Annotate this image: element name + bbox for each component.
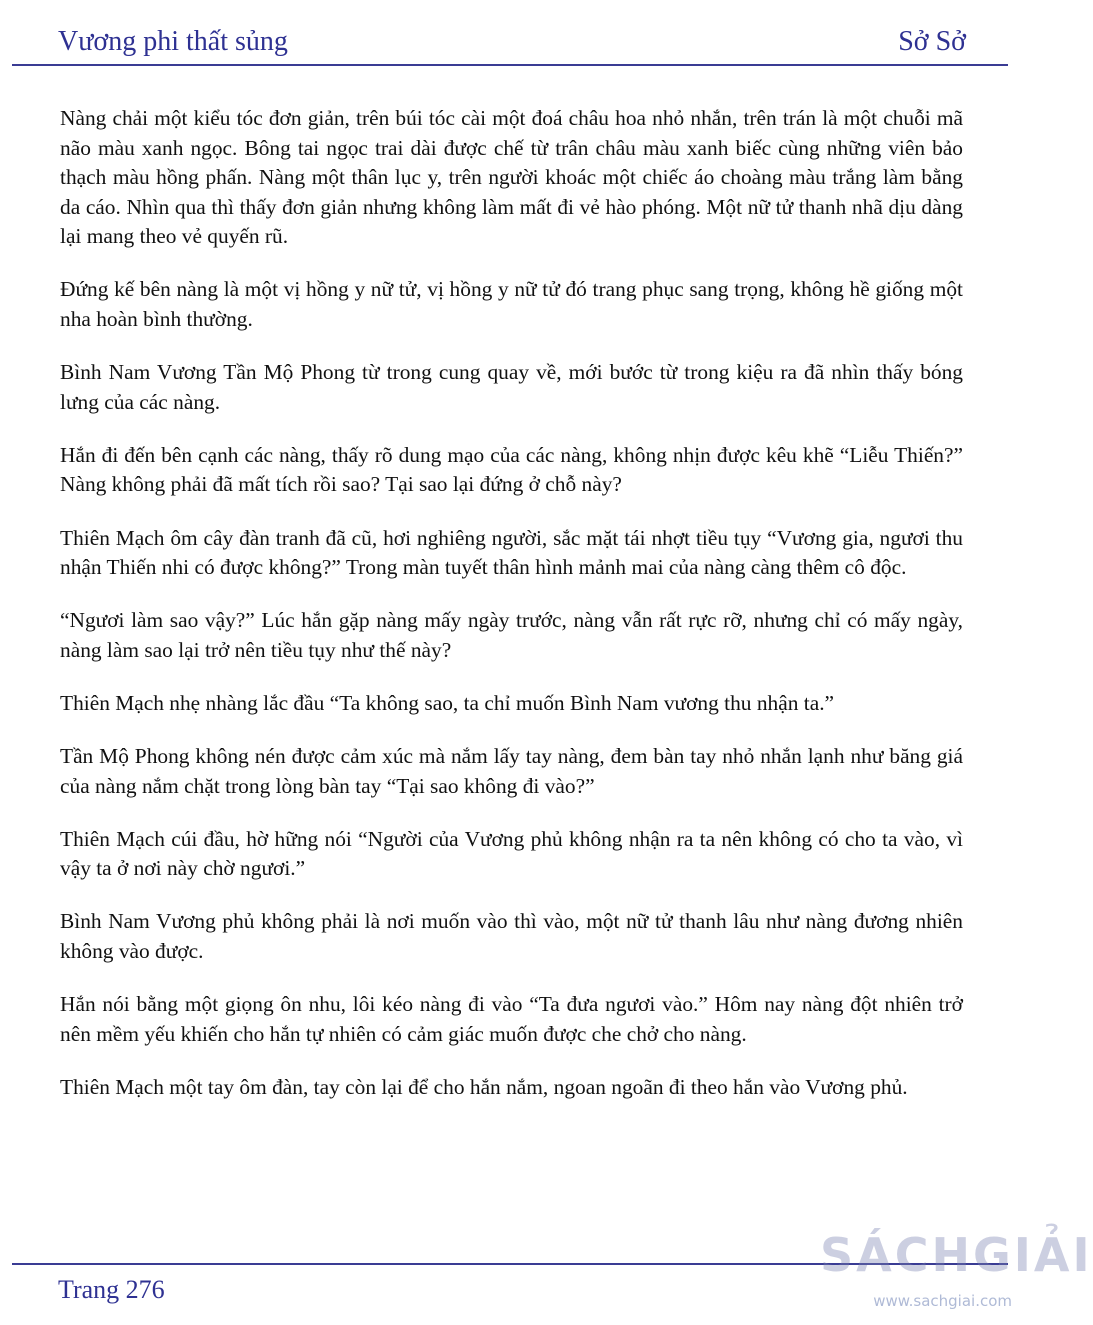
paragraph: Bình Nam Vương Tần Mộ Phong từ trong cung quay về, mới bước từ trong kiệu ra đã nhìn thấy bóng lưng của các nàng. [60,360,963,414]
watermark-logo-text: SÁCHGIẢI [820,1228,1093,1282]
page-number: Trang 276 [58,1275,165,1304]
author-name: Sở Sở [898,26,966,57]
paragraph: Đứng kế bên nàng là một vị hồng y nữ tử, vị hồng y nữ tử đó trang phục sang trọng, không hề giống một nha hoàn bình thường. [60,277,963,332]
paragraph: Thiên Mạch ôm cây đàn tranh đã cũ, hơi nghiêng người, sắc mặt tái nhợt tiều tụy “Vương gia, ngươi thu nhận Thiến nhi có được không?” Trong màn tuyết thân hình mảnh mai của nàng càng thêm cô độc. [60,525,963,580]
paragraph: Thiên Mạch cúi đầu, hờ hững nói “Người của Vương phủ không nhận ra ta nên không có cho ta vào, vì vậy ta ở nơi này chờ ngươi.” [60,826,963,881]
book-title: Vương phi thất sủng [58,26,288,57]
paragraph: Bình Nam Vương phủ không phải là nơi muốn vào thì vào, một nữ tử thanh lâu như nàng đương nhiên không vào được. [60,909,963,963]
paragraph: Thiên Mạch nhẹ nhàng lắc đầu “Ta không sao, ta chỉ muốn Bình Nam vương thu nhận ta.” [60,690,835,715]
header-divider [12,64,1008,66]
paragraph: Tần Mộ Phong không nén được cảm xúc mà nắm lấy tay nàng, đem bàn tay nhỏ nhắn lạnh như băng giá của nàng nắm chặt trong lòng bàn tay “Tại sao không đi vào?” [60,744,963,798]
paragraph: Nàng chải một kiểu tóc đơn giản, trên búi tóc cài một đoá châu hoa nhỏ nhắn, trên trán là một chuỗi mã não màu xanh ngọc. Bông tai ngọc trai dài được chế từ trân châu màu xanh biếc cùng những viên bảo thạch màu hồng phấn. Nàng một thân lục y, trên người khoác một chiếc áo choàng màu trắng làm bằng da cáo. Nhìn qua thì thấy đơn giản nhưng không làm mất đi vẻ hào phóng. Một nữ tử thanh nhã dịu dàng lại mang theo vẻ quyến rũ. [60,106,963,249]
watermark-logo [820,1226,1093,1316]
paragraph: Hắn đi đến bên cạnh các nàng, thấy rõ dung mạo của các nàng, không nhịn được kêu khẽ “Liễu Thiến?” Nàng không phải đã mất tích rồi sao? Tại sao lại đứng ở chỗ này? [60,442,963,497]
page-body [60,104,963,1126]
paragraph: Thiên Mạch một tay ôm đàn, tay còn lại để cho hắn nắm, ngoan ngoãn đi theo hắn vào Vương phủ. [60,1074,908,1099]
paragraph: Hắn nói bằng một giọng ôn nhu, lôi kéo nàng đi vào “Ta đưa ngươi vào.” Hôm nay nàng đột nhiên trở nên mềm yếu khiến cho hắn tự nhiên có cảm giác muốn được che chở cho nàng. [60,992,963,1046]
paragraph: “Ngươi làm sao vậy?” Lúc hắn gặp nàng mấy ngày trước, nàng vẫn rất rực rỡ, nhưng chỉ có mấy ngày, nàng làm sao lại trở nên tiều tụy như thế này? [60,608,963,662]
watermark-url: www.sachgiai.com [873,1292,1012,1310]
page-header [58,22,966,62]
